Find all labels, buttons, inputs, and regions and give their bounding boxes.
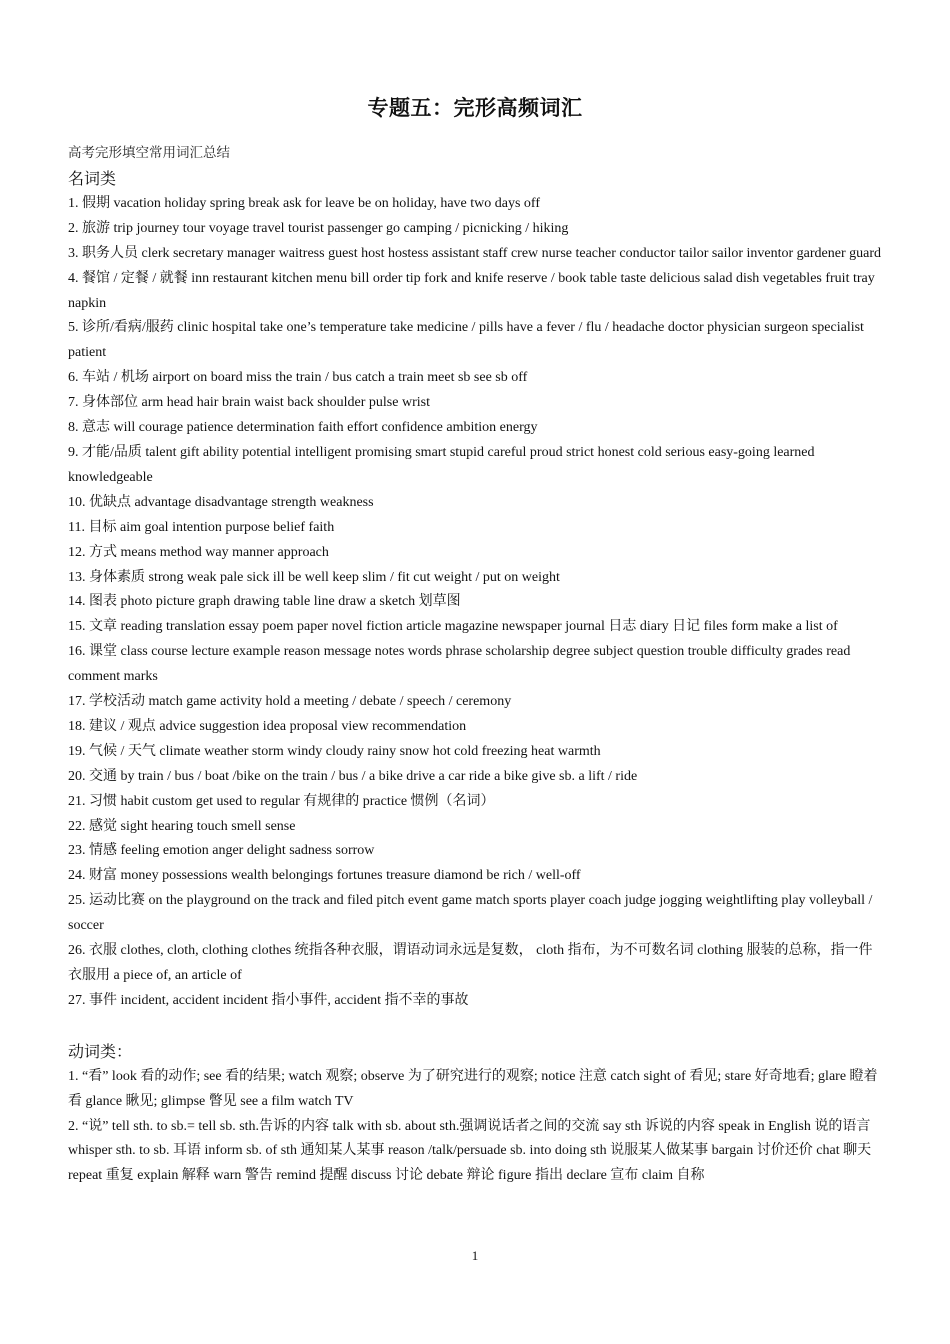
page-number: 1 — [471, 1248, 479, 1263]
noun-item: 20. 交通 by train / bus / boat /bike on the train / bus / a bike drive a car ride a bike give sb. a lift / ride — [68, 768, 638, 784]
noun-item: 12. 方式 means method way manner approach — [68, 544, 329, 560]
noun-item: 8. 意志 will courage patience determination faith effort confidence ambition energy — [68, 420, 538, 436]
noun-section-heading: 名词类 — [68, 168, 117, 188]
noun-item: 10. 优缺点 advantage disadvantage strength weakness — [68, 494, 374, 510]
noun-item: 5. 诊所/看病/服药 clinic hospital take one’s temperature take medicine / pills have a fever / flu / headache doctor physician surgeon specialist patient — [68, 320, 864, 361]
noun-item: 25. 运动比赛 on the playground on the track and filed pitch event game match sports player coach judge jogging weightlifting play volleyball / soccer — [68, 893, 873, 934]
noun-item: 3. 职务人员 clerk secretary manager waitress guest host hostess assistant staff crew nurse teacher conductor tailor sailor inventor gardener guard — [68, 245, 882, 261]
noun-item: 19. 气候 / 天气 climate weather storm windy cloudy rainy snow hot cold freezing heat warmth — [68, 743, 601, 759]
noun-item: 4. 餐馆 / 定餐 / 就餐 inn restaurant kitchen menu bill order tip fork and knife reserve / book table taste delicious salad dish vegetables fruit tray napkin — [68, 270, 875, 311]
verb-item: 1. “看” look 看的动作; see 看的结果; watch 观察; observe 为了研究进行的观察; notice 注意 catch sight of 看见; stare 好奇地看; glare 瞪着看 glance 瞅见; glimpse 瞥见 see a film watch TV — [68, 1068, 878, 1109]
page-title: 专题五：完形高频词汇 — [367, 96, 583, 120]
noun-item: 9. 才能/品质 talent gift ability potential intelligent promising smart stupid careful proud strict honest cold serious easy-going learned knowledgeable — [68, 444, 815, 485]
noun-item: 1. 假期 vacation holiday spring break ask for leave be on holiday, have two days off — [68, 195, 540, 211]
noun-item: 18. 建议 / 观点 advice suggestion idea proposal view recommendation — [68, 718, 467, 734]
noun-item: 24. 财富 money possessions wealth belongings fortunes treasure diamond be rich / well-off — [68, 868, 581, 884]
noun-item: 22. 感觉 sight hearing touch smell sense — [68, 818, 296, 834]
section-spacer — [68, 1014, 886, 1039]
document-body — [68, 141, 886, 1189]
noun-item: 23. 情感 feeling emotion anger delight sadness sorrow — [68, 843, 375, 859]
noun-item: 27. 事件 incident, accident incident 指小事件, accident 指不幸的事故 — [68, 992, 469, 1008]
noun-item: 7. 身体部位 arm head hair brain waist back shoulder pulse wrist — [68, 395, 430, 411]
noun-item: 2. 旅游 trip journey tour voyage travel tourist passenger go camping / picnicking / hiking — [68, 220, 569, 236]
noun-item: 14. 图表 photo picture graph drawing table line draw a sketch 划草图 — [68, 594, 461, 610]
noun-item: 15. 文章 reading translation essay poem paper novel fiction article magazine newspaper journal 日志 diary 日记 files form make a list of — [68, 619, 838, 635]
noun-item: 13. 身体素质 strong weak pale sick ill be well keep slim / fit cut weight / put on weight — [68, 569, 560, 585]
noun-item: 6. 车站 / 机场 airport on board miss the train / bus catch a train meet sb see sb off — [68, 370, 528, 386]
verb-section-heading: 动词类： — [68, 1041, 133, 1061]
noun-item: 21. 习惯 habit custom get used to regular 有规律的 practice 惯例（名词） — [68, 793, 495, 809]
noun-item: 26. 衣服 clothes, cloth, clothing clothes 统指各种衣服，谓语动词永远是复数， cloth 指布，为不可数名词 clothing 服装的总称，指一件衣服用 a piece of, an article of — [68, 943, 873, 983]
noun-item: 17. 学校活动 match game activity hold a meeting / debate / speech / ceremony — [68, 694, 512, 710]
noun-item: 16. 课堂 class course lecture example reason message notes words phrase scholarship degree subject question trouble difficulty grades read comment marks — [68, 644, 851, 685]
verb-item: 2. “说” tell sth. to sb.= tell sb. sth.告诉的内容 talk with sb. about sth.强调说话者之间的交流 say sth 诉说的内容 speak in English 说的语言 whisper sth. to sb. 耳语 inform sb. of sth 通知某人某事 reason /talk/persuade sb. into doing sth 说服某人做某事 bargain 讨价还价 chat 聊天 repeat 重复 explain 解释 warn 警告 remind 提醒 discuss 讨论 debate 辩论 figure 指出 declare 宣布 claim 自称 — [68, 1118, 872, 1184]
noun-item: 11. 目标 aim goal intention purpose belief faith — [68, 519, 335, 535]
document-subtitle: 高考完形填空常用词汇总结 — [68, 145, 230, 160]
